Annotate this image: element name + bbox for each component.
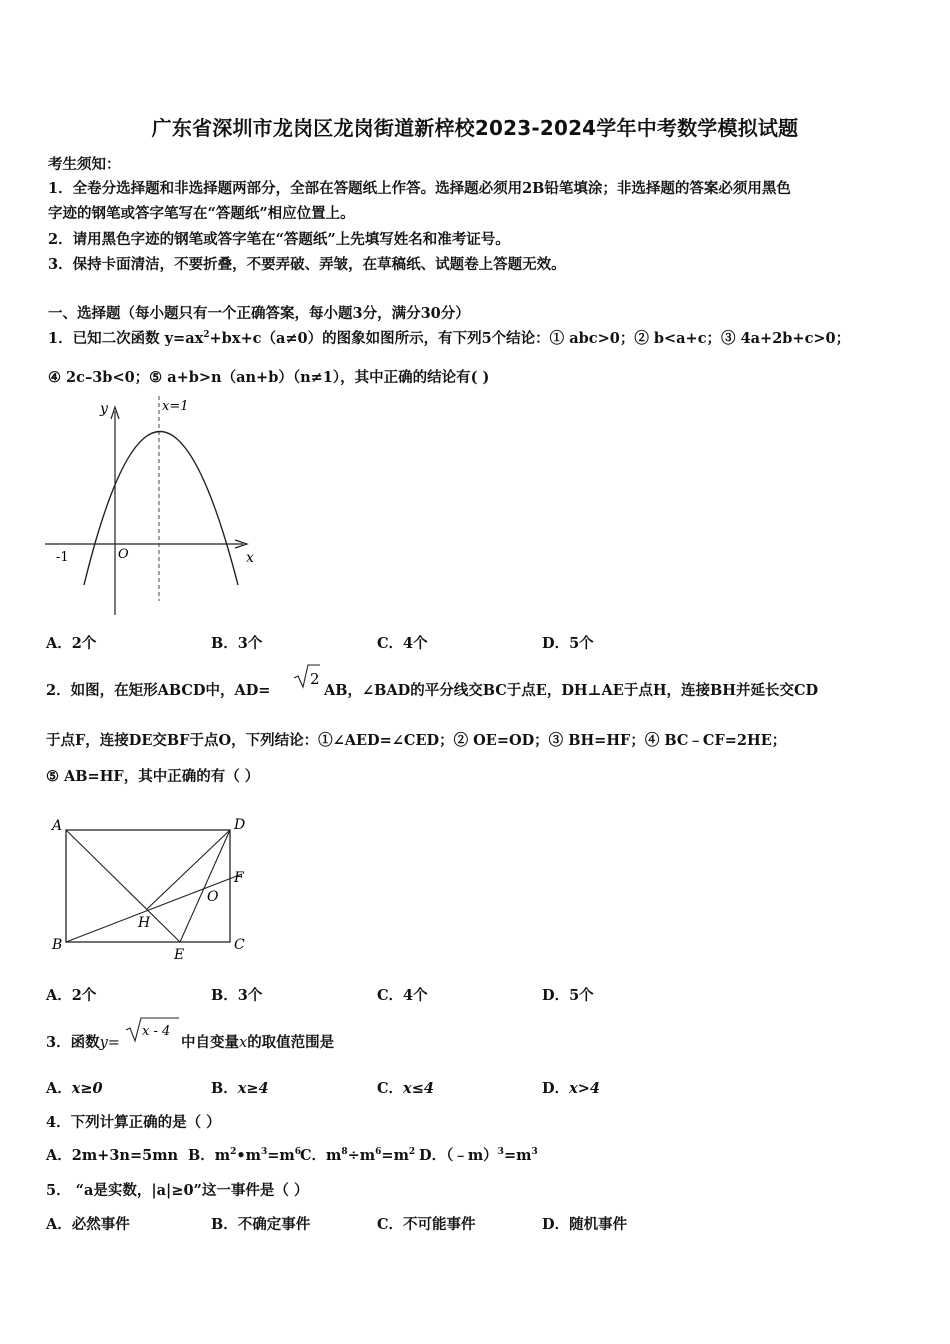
q4-option-a[interactable]: A．2m+3n=5mn [46, 1147, 179, 1164]
origin-label: O [118, 547, 129, 562]
sqrt-value: 2 [310, 670, 320, 688]
q4-stem: 4．下列计算正确的是（ ） [46, 1114, 221, 1131]
q2-stem-line-3: ⑤ AB=HF，其中正确的有（ ） [46, 768, 260, 785]
q2-option-a[interactable]: A．2个 [46, 987, 97, 1004]
q1-option-b[interactable]: B．3个 [211, 635, 263, 652]
notice-item-2: 2．请用黑色字迹的钢笔或答字笔在“答题纸”上先填写姓名和准考证号。 [48, 231, 510, 248]
segment-ae [66, 830, 180, 942]
q5-stem: 5． “a是实数，|a|≥0”这一事件是（ ） [46, 1182, 309, 1199]
q5-option-a[interactable]: A．必然事件 [46, 1216, 130, 1233]
q1-parabola-figure [40, 393, 270, 618]
q3-option-b[interactable]: B．x≥4 [211, 1080, 269, 1097]
q2-stem-line-2: 于点F，连接DE交BF于点O，下列结论：①∠AED=∠CED；② OE=OD；③ BH=HF；④ BC﹣CF=2HE； [46, 732, 787, 749]
y-axis-label: y [100, 401, 108, 417]
page-title: 广东省深圳市龙岗区龙岗街道新梓校2023-2024学年中考数学模拟试题 [151, 116, 799, 140]
label-o: O [207, 889, 219, 905]
q2-option-c[interactable]: C．4个 [377, 987, 428, 1004]
q1-stem-line-1: 1．已知二次函数 $y=ax^2+bx+c(a\ne 0)$的图象如图所示，有下列5个结论：① abc>0；② b<a+c；③ 4a+2b+c>0； [48, 330, 851, 347]
q5-option-c[interactable]: C．不可能事件 [377, 1216, 476, 1233]
q3-radicand: x - 4 [142, 1024, 171, 1039]
q1-stem-line-2: ④ 2c–3b<0；⑤ a+b>n（an+b）（n≠1），其中正确的结论有( ) [48, 369, 490, 386]
q3-radical [125, 1016, 180, 1044]
q3-option-a[interactable]: A．x≥0 [46, 1080, 103, 1097]
symmetry-label: x=1 [162, 399, 189, 414]
q4-option-b[interactable]: B．$m^2•m^3=m^6$ [188, 1147, 302, 1164]
neg-one-label: -1 [56, 550, 69, 565]
q2-stem-line-1b: AB，∠BAD的平分线交BC于点E，DH⊥AE于点H，连接BH并延长交CD [324, 682, 819, 699]
x-axis-label: x [246, 550, 254, 566]
q5-option-b[interactable]: B．不确定事件 [211, 1216, 311, 1233]
sqrt-symbol [293, 662, 321, 690]
label-h: H [138, 915, 151, 931]
label-e: E [174, 947, 185, 962]
q2-stem-line-1a: 2．如图，在矩形ABCD中，AD= [46, 682, 271, 699]
q4-option-d[interactable]: D．$(﹣m)^3=m^3$ [419, 1147, 538, 1164]
section-heading: 一、选择题（每小题只有一个正确答案，每小题3分，满分30分） [48, 305, 470, 322]
q2-option-d[interactable]: D．5个 [542, 987, 594, 1004]
segment-de [180, 830, 230, 942]
q3-stem-prefix: 3．函数y= [46, 1034, 120, 1051]
q3-option-d[interactable]: D．x>4 [542, 1080, 600, 1097]
parabola-curve [84, 432, 238, 586]
label-d: D [234, 817, 246, 833]
q3-stem-suffix: 中自变量x的取值范围是 [181, 1034, 335, 1051]
q3-option-c[interactable]: C．x≤4 [377, 1080, 434, 1097]
notice-item-3: 3．保持卡面清洁，不要折叠，不要弄破、弄皱，在草稿纸、试题卷上答题无效。 [48, 256, 566, 273]
notice-heading: 考生须知： [48, 156, 121, 173]
segment-bf [66, 874, 242, 942]
label-f: F [234, 870, 244, 886]
q4-option-c[interactable]: C．$m^8\div m^6=m^2$ [300, 1147, 416, 1164]
label-b: B [52, 937, 63, 953]
label-c: C [234, 937, 245, 953]
q1-option-c[interactable]: C．4个 [377, 635, 428, 652]
q1-option-d[interactable]: D．5个 [542, 635, 594, 652]
q5-option-d[interactable]: D．随机事件 [542, 1216, 628, 1233]
q1-option-a[interactable]: A．2个 [46, 635, 97, 652]
notice-item-1-line-1: 1．全卷分选择题和非选择题两部分，全部在答题纸上作答。选择题必须用2B铅笔填涂；非选择题的答案必须用黑色 [48, 180, 791, 197]
notice-item-1-line-2: 字迹的钢笔或答字笔写在“答题纸”相应位置上。 [48, 205, 355, 222]
q2-option-b[interactable]: B．3个 [211, 987, 263, 1004]
label-a: A [52, 818, 63, 834]
q2-rectangle-figure [44, 812, 254, 962]
